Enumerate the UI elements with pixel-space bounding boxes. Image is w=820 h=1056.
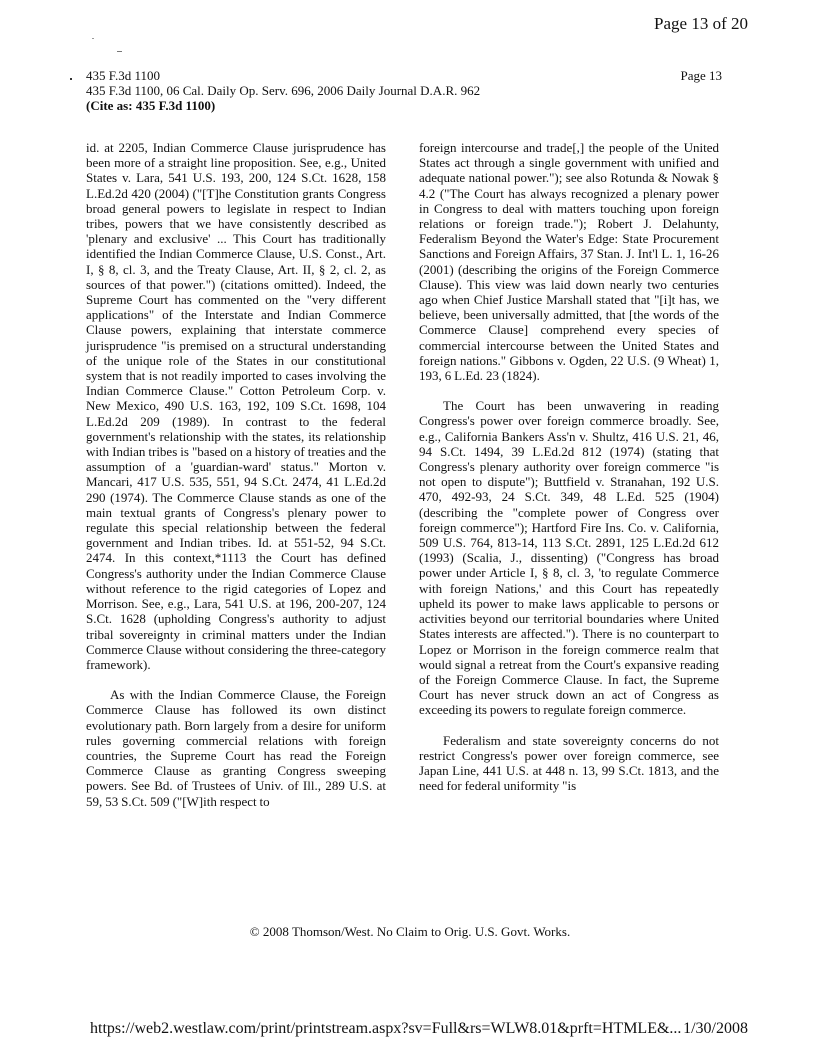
right-column [419, 140, 719, 793]
citation-header [86, 68, 726, 113]
print-url: https://web2.westlaw.com/print/printstream.aspx?sv=Full&rs=WLW8.01&prft=HTMLE&... [90, 1020, 682, 1037]
paragraph: As with the Indian Commerce Clause, the Foreign Commerce Clause has followed its own distinct evolutionary path. Born largely from a desire for uniform rules governing commercial relations with foreign countries, the Supreme Court has read the Foreign Commerce Clause as granting Congress sweeping powers. See Bd. of Trustees of Univ. of Ill., 289 U.S. at 59, 53 S.Ct. 509 ("[W]ith respect to [86, 687, 386, 809]
cite-as: (Cite as: 435 F.3d 1100) [86, 98, 216, 113]
reporter-citation: 435 F.3d 1100 [86, 68, 160, 83]
paragraph: foreign intercourse and trade[,] the people of the United States act through a single government with unified and adequate national power."); see also Rotunda & Nowak § 4.2 ("The Court has always recognized a plenary power in Congress to deal with matters touching upon foreign relations or foreign trade."); Robert J. Delahunty, Federalism Beyond the Water's Edge: State Procurement Sanctions and Foreign Affairs, 37 Stan. J. Int'l L. 1, 16-26 (2001) (describing the origins of the Foreign Commerce Clause). This view was laid down nearly two centuries ago when Chief Justice Marshall stated that "[i]t has, we believe, been universally admitted, that [the words of the Commerce Clause] comprehend every species of commercial intercourse between the United States and foreign nations." Gibbons v. Ogden, 22 U.S. (9 Wheat) 1, 193, 6 L.Ed. 23 (1824). [419, 140, 719, 384]
left-column [86, 140, 386, 809]
parallel-citations: 435 F.3d 1100, 06 Cal. Daily Op. Serv. 696, 2006 Daily Journal D.A.R. 962 [86, 83, 481, 98]
page-indicator: Page 13 of 20 [654, 14, 748, 33]
paragraph: The Court has been unwavering in reading Congress's power over foreign commerce broadly. See, e.g., California Bankers Ass'n v. Shultz, 416 U.S. 21, 46, 94 S.Ct. 1494, 39 L.Ed.2d 812 (1974) (stating that Congress's plenary authority over foreign commerce "is not open to dispute"); Buttfield v. Stranahan, 192 U.S. 470, 492-93, 24 S.Ct. 349, 48 L.Ed. 525 (1904) (describing the "complete power of Congress over foreign commerce"); Hartford Fire Ins. Co. v. California, 509 U.S. 764, 813-14, 113 S.Ct. 2891, 125 L.Ed.2d 612 (1993) (Scalia, J., dissenting) ("Congress has broad power under Article I, § 8, cl. 3, 'to regulate Commerce with foreign Nations,' and this Court has repeatedly upheld its power to make laws applicable to persons or activities beyond our territorial boundaries where United States interests are affected."). There is no counterpart to Lopez or Morrison in the foreign commerce realm that would signal a retreat from the Court's expansive reading of the Foreign Commerce Clause. In fact, the Supreme Court has never struck down an act of Congress as exceeding its powers to regulate foreign commerce. [419, 398, 719, 718]
copyright-footer: © 2008 Thomson/West. No Claim to Orig. U.S. Govt. Works. [249, 924, 571, 939]
print-date: 1/30/2008 [683, 1020, 748, 1037]
scan-mark [117, 51, 122, 52]
paragraph: id. at 2205, Indian Commerce Clause jurisprudence has been more of a straight line proposition. See, e.g., United States v. Lara, 541 U.S. 193, 200, 124 S.Ct. 1628, 158 L.Ed.2d 420 (2004) ("[T]he Constitution grants Congress broad general powers to legislate in respect to Indian tribes, powers that we have consistently described as 'plenary and exclusive' ... This Court has traditionally identified the Indian Commerce Clause, U.S. Const., Art. I, § 8, cl. 3, and the Treaty Clause, Art. II, § 2, cl. 2, as sources of that power.") (citations omitted). Indeed, the Supreme Court has commented on the "very different applications" of the Interstate and Indian Commerce Clause powers, explaining that interstate commerce jurisprudence "is premised on a structural understanding of the unique role of the States in our constitutional system that is not readily imported to cases involving the Indian Commerce Clause." Cotton Petroleum Corp. v. New Mexico, 490 U.S. 163, 192, 109 S.Ct. 1698, 104 L.Ed.2d 209 (1989). In contrast to the federal government's relationship with the states, its relationship with Indian tribes is "based on a history of treaties and the assumption of a 'guardian-ward' status." Morton v. Mancari, 417 U.S. 535, 551, 94 S.Ct. 2474, 41 L.Ed.2d 290 (1974). The Commerce Clause stands as one of the main textual grants of Congress's plenary power to regulate this special relationship between the federal government and Indian tribes. Id. at 551-52, 94 S.Ct. 2474. In this context,*1113 the Court has defined Congress's authority under the Indian Commerce Clause without reference to the rigid categories of Lopez and Morrison. See, e.g., Lara, 541 U.S. at 196, 200-207, 124 S.Ct. 1628 (upholding Congress's authority to adjust tribal sovereignty in criminal matters under the Indian Commerce Clause without considering the three-category framework). [86, 140, 386, 672]
page-label: Page 13 [680, 68, 722, 83]
paragraph: Federalism and state sovereignty concerns do not restrict Congress's power over foreign commerce, see Japan Line, 441 U.S. at 448 n. 13, 99 S.Ct. 1813, and the need for federal uniformity "is [419, 732, 719, 794]
scan-mark [70, 78, 72, 80]
scan-mark [92, 38, 94, 39]
